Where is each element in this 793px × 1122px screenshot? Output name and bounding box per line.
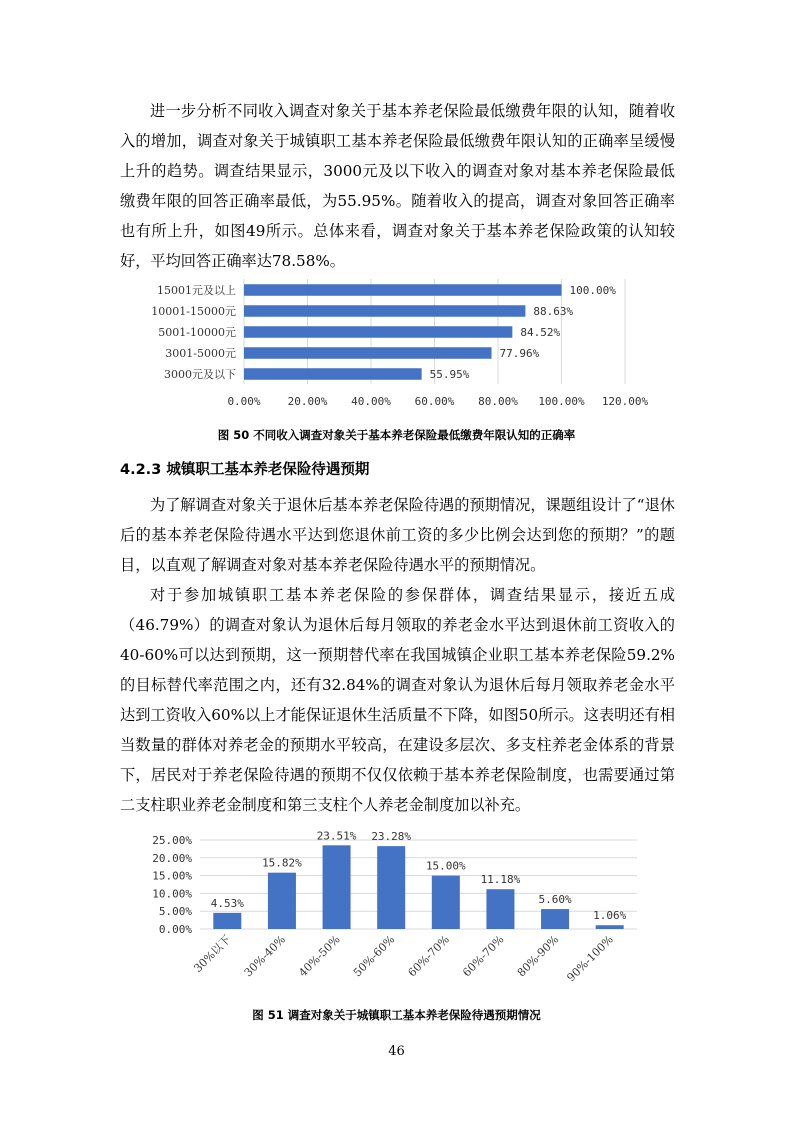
y-tick-label: 0.00%	[158, 923, 192, 936]
paragraph-income-analysis: 进一步分析不同收入调查对象关于基本养老保险最低缴费年限的认知，随着收入的增加，调查对象关于城镇职工基本养老保险最低缴费年限认知的正确率呈缓慢上升的趋势。调查结果显示，3000元及以下收入的调查对象对基本养老保险最低缴费年限的回答正确率最低，为55.95%。随着收入的提高，调查对象回答正确率也有所上升，如图49所示。总体来看，调查对象关于基本养老保险政策的认知较好，平均回答正确率达78.58%。	[120, 102, 675, 270]
category-label: 30%以下	[191, 932, 234, 975]
data-label: 11.18%	[480, 873, 521, 887]
data-label: 23.51%	[316, 829, 357, 843]
bar	[432, 876, 460, 929]
section-heading: 4.2.3 城镇职工基本养老保险待遇预期	[120, 462, 370, 478]
category-label: 40%-50%	[296, 932, 343, 980]
category-label: 60%-70%	[405, 932, 452, 980]
bar	[213, 913, 241, 929]
category-label: 3001-5000元	[165, 347, 236, 360]
category-label: 50%-60%	[350, 932, 398, 980]
bar	[268, 873, 296, 929]
paragraph-survey-result: 对于参加城镇职工基本养老保险的参保群体，调查结果显示，接近五成（46.79%）的调查对象认为退休后每月领取的养老金水平达到退休前工资收入的40-60%可以达到预期，这一预期替代率在我国城镇企业职工基本养老保险59.2%的目标替代率范围之内，还有32.84%的调查对象认为退休后每月领取养老金水平达到工资收入60%以上才能保证退休生活质量不下降，如图50所示。这表明还有相当数量的群体对养老金的预期水平较高，在建设多层次、多支柱养老金体系的背景下，居民对于养老保险待遇的预期不仅仅依赖于基本养老保险制度，也需要通过第二支柱职业养老金制度和第三支柱个人养老金制度加以补充。	[120, 586, 675, 814]
x-tick-label: 120.00%	[601, 395, 649, 408]
y-tick-label: 20.00%	[152, 851, 192, 865]
bar	[541, 909, 569, 929]
y-tick-label: 5.00%	[158, 905, 192, 919]
figure-51-caption: 图 51 调查对象关于城镇职工基本养老保险待遇预期情况	[252, 1008, 541, 1022]
y-tick-label: 10.00%	[152, 887, 192, 901]
data-label: 84.52%	[520, 326, 561, 339]
category-label: 3000元及以下	[164, 368, 236, 381]
category-label: 60%-70%	[460, 932, 507, 980]
data-label: 100.00%	[569, 284, 616, 297]
category-label: 80%-90%	[514, 932, 562, 980]
category-label: 15001元及以上	[157, 284, 236, 297]
x-tick-label: 80.00%	[478, 395, 518, 408]
data-label: 1.06%	[593, 909, 627, 923]
data-label: 15.00%	[425, 859, 466, 873]
category-label: 10001-15000元	[151, 305, 236, 318]
data-label: 77.96%	[499, 347, 540, 360]
data-label: 15.82%	[262, 856, 302, 870]
y-tick-label: 15.00%	[152, 869, 192, 883]
x-tick-label: 0.00%	[227, 395, 261, 408]
x-tick-label: 60.00%	[414, 395, 455, 408]
data-label: 5.60%	[538, 893, 572, 907]
x-tick-label: 20.00%	[287, 395, 328, 408]
y-tick-label: 25.00%	[152, 834, 192, 847]
page-number: 46	[388, 1044, 405, 1059]
x-tick-label: 100.00%	[538, 395, 585, 408]
category-label: 90%-100%	[564, 932, 616, 985]
figure-50-caption: 图 50 不同收入调查对象关于基本养老保险最低缴费年限认知的正确率	[217, 428, 576, 442]
data-label: 23.28%	[371, 830, 412, 844]
category-label: 30%-40%	[241, 932, 289, 980]
bar	[323, 845, 351, 929]
bar	[596, 925, 624, 929]
bar	[377, 846, 405, 929]
category-label: 5001-10000元	[158, 326, 236, 339]
bar	[486, 889, 514, 929]
data-label: 88.63%	[533, 305, 574, 318]
x-tick-label: 40.00%	[351, 395, 391, 408]
paragraph-expectation-intro: 为了解调查对象关于退休后基本养老保险待遇的预期情况，课题组设计了“退休后的基本养老保险待遇水平达到您退休前工资的多少比例会达到您的预期？”的题目，以直观了解调查对象对基本养老保险待遇水平的预期情况。	[120, 496, 675, 574]
data-label: 4.53%	[210, 896, 244, 910]
data-label: 55.95%	[429, 368, 470, 381]
